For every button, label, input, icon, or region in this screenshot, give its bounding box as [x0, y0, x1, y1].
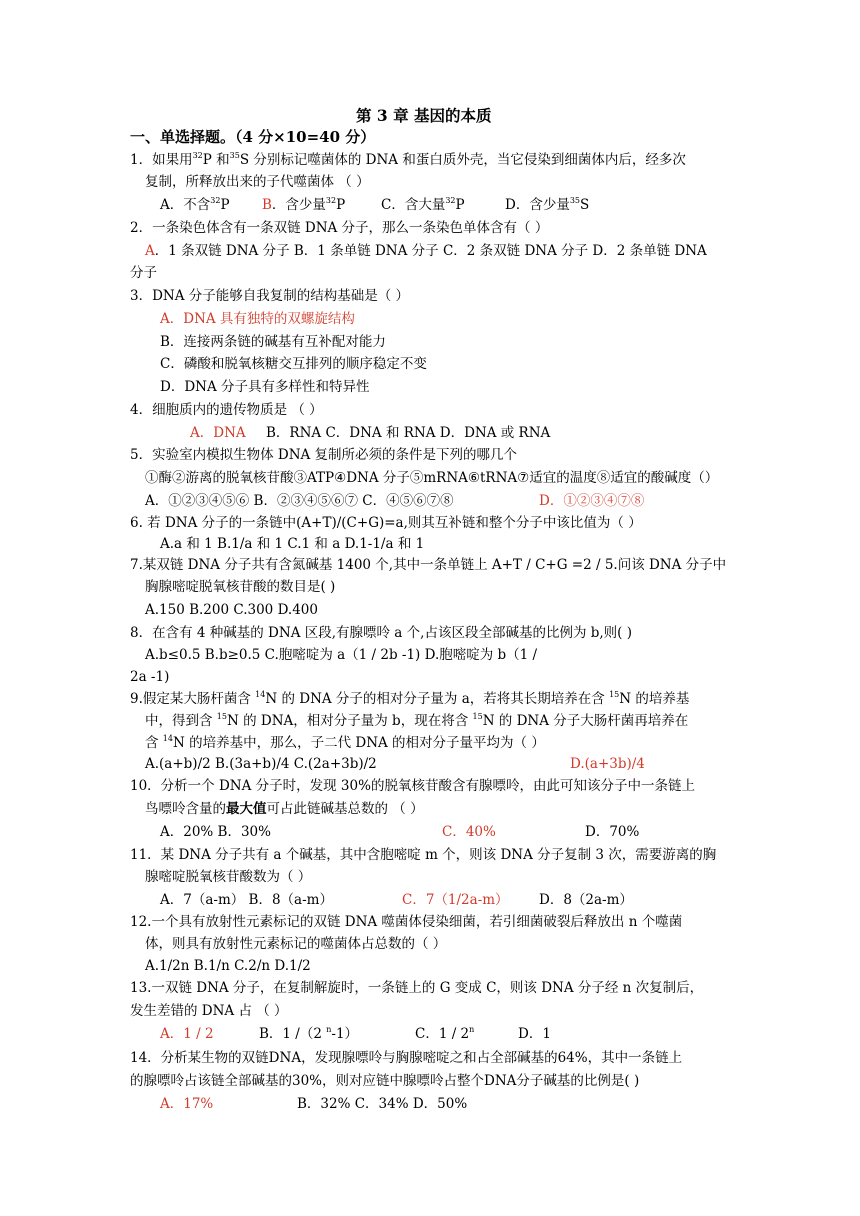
q11-options: A．7（a-m） B．8（a-m）: [160, 892, 333, 908]
question-6-line-1: 6. 若 DNA 分子的一条链中(A+T)/(C+G)=a,则其互补链和整个分子中该比值为（ ）: [130, 515, 642, 531]
q1-option-c-sup: 32: [445, 196, 456, 205]
q13-option-d: D．1: [518, 1026, 551, 1042]
question-10-line-1: 10．分析一个 DNA 分子时，发现 30%的脱氧核苷酸含有腺嘌呤，由此可知该分子中一条链上: [130, 778, 695, 794]
page-title: 第 3 章 基因的本质: [356, 106, 492, 125]
q10-option-c: C．40%: [442, 824, 496, 840]
q1-option-a: [160, 196, 230, 214]
q3-option-a: A．DNA 具有独特的双螺旋结构: [160, 311, 355, 327]
q6-options: A.a 和 1 B.1/a 和 1 C.1 和 a D.1-1/a 和 1: [160, 536, 425, 552]
question-9-line-2: [145, 712, 688, 730]
question-12-line-2: 体，则具有放射性元素标记的噬菌体占总数的（ ）: [145, 936, 447, 952]
q3-option-b: B．连接两条链的碱基有互补配对能力: [160, 334, 386, 350]
question-7-line-1: 7.某双链 DNA 分子共有含氮碱基 1400 个,其中一条单链上 A+T / C+G =2 / 5.问该 DNA 分子中: [130, 557, 727, 573]
q13-option-c: [415, 1025, 474, 1043]
q12-options: A.1/2n B.1/n C.2/n D.1/2: [145, 958, 311, 974]
question-1-line-2: 复制，所释放出来的子代噬菌体 （ ）: [145, 174, 370, 190]
q13-option-b-text: B．1 /（2: [259, 1026, 327, 1042]
q1-option-b-sup: 32: [325, 196, 337, 205]
q14-option-a: A．17%: [160, 1096, 214, 1112]
question-3-line-1: 3．DNA 分子能够自我复制的结构基础是（ ）: [130, 288, 410, 304]
q14-options-rest: B．32% C．34% D．50%: [297, 1096, 468, 1112]
q1-sup-1: 32: [192, 151, 203, 160]
q1-option-b: [262, 196, 345, 214]
q2-answer-letter: A: [145, 243, 155, 259]
q9-sup-4: 15: [472, 712, 483, 721]
q5-option-d: D．①②③④⑦⑧: [539, 493, 645, 509]
q9-text-b: N 的 DNA 分子的相对分子量为 a，若将其长期培养在含: [265, 691, 610, 707]
question-2-options: [145, 242, 707, 260]
q10-text-c: 可占此链碱基总数的 （ ）: [266, 801, 424, 817]
q1-text-b: P 和: [202, 152, 230, 168]
q1-option-d: [505, 196, 589, 214]
question-7-line-2: 胸腺嘧啶脱氧核苷酸的数目是( ): [145, 579, 336, 595]
q5-options: A．①②③④⑤⑥ B．②③④⑤⑥⑦ C．④⑤⑥⑦⑧: [145, 493, 454, 509]
question-9-line-1: [130, 690, 689, 708]
q1-option-b-text-2: P: [336, 197, 346, 213]
q11-option-d: D．8（2a-m）: [539, 892, 633, 908]
question-11-line-1: 11．某 DNA 分子共有 a 个碱基，其中含胞嘧啶 m 个，则该 DNA 分子复制 3 次，需要游离的胸: [130, 847, 717, 863]
q10-text-a: 鸟嘌呤含量的: [145, 801, 226, 817]
q4-options-rest: B．RNA C．DNA 和 RNA D．DNA 或 RNA: [266, 425, 551, 441]
q1-option-c-text: C．含大量: [381, 197, 446, 213]
q2-options-text: ．1 条双链 DNA 分子 B．1 条单链 DNA 分子 C．2 条双链 DNA 分子 D．2 条单链 DNA: [154, 243, 707, 259]
q9-text-a: 9.假定某大肠杆菌含: [130, 691, 256, 707]
q9-sup-3: 15: [216, 712, 227, 721]
q11-option-c: C．7（1/2a-m）: [402, 892, 509, 908]
q10-option-d: D．70%: [585, 824, 640, 840]
q13-option-b-text-2: -1）: [331, 1026, 359, 1042]
question-13-line-2: 发生差错的 DNA 占 （ ）: [130, 1003, 288, 1019]
question-2-line-3: 分子: [130, 265, 157, 281]
q9-option-d: D.(a+3b)/4: [570, 756, 645, 772]
q4-option-a: A．DNA: [190, 425, 246, 441]
q1-option-d-text-2: S: [580, 197, 590, 213]
q9-options: A.(a+b)/2 B.(3a+b)/4 C.(2a+3b)/2: [145, 756, 377, 772]
q9-text-e: N 的 DNA，相对分子量为 b，现在将含: [226, 713, 473, 729]
q3-option-c: C．磷酸和脱氧核糖交互排列的顺序稳定不变: [160, 356, 427, 372]
q1-option-a-sup: 32: [210, 196, 221, 205]
q9-text-h: N 的培养基中，那么，子二代 DNA 的相对分子量平均为（ ）: [172, 735, 545, 751]
q9-text-d: 中，得到含: [145, 713, 217, 729]
question-14-line-2: 的腺嘌呤占该链全部碱基的30%，则对应链中腺嘌呤占整个DNA分子碱基的比例是( ): [130, 1073, 640, 1089]
q13-option-c-text: C．1 / 2: [415, 1026, 470, 1042]
q9-sup-2: 15: [609, 690, 620, 699]
q1-text-a: 1．如果用: [130, 152, 193, 168]
question-1-line-1: [130, 151, 686, 169]
q7-options: A.150 B.200 C.300 D.400: [145, 602, 318, 618]
q13-option-b: [259, 1025, 358, 1043]
question-10-line-2: [145, 800, 424, 818]
q9-text-g: 含: [145, 735, 163, 751]
q13-option-a: A．1 / 2: [160, 1026, 214, 1042]
q1-option-a-text: A．不含: [160, 197, 211, 213]
q1-sup-2: 35: [229, 151, 240, 160]
question-13-line-1: 13.一双链 DNA 分子，在复制解旋时，一条链上的 G 变成 C，则该 DNA 分子经 n 次复制后，: [130, 980, 704, 996]
question-5-line-2: ①酶②游离的脱氧核苷酸③ATP④DNA 分子⑤mRNA⑥tRNA⑦适宜的温度⑧适宜的酸碱度（）: [145, 470, 719, 486]
q10-emphasis: 最大值: [226, 801, 267, 817]
question-11-line-2: 腺嘧啶脱氧核苷酸数为（ ）: [145, 869, 312, 885]
section-heading: 一、单选择题。（4 分×10=40 分）: [130, 128, 376, 146]
q13-option-b-sup: n: [326, 1025, 332, 1034]
question-5-line-1: 5．实验室内模拟生物体 DNA 复制所必须的条件是下列的哪几个: [130, 447, 518, 463]
q1-option-c-text-2: P: [455, 197, 465, 213]
question-12-line-1: 12.一个具有放射性元素标记的双链 DNA 噬菌体侵染细菌，若引细菌破裂后释放出 n 个噬菌: [130, 914, 683, 930]
q1-option-d-sup: 35: [569, 196, 581, 205]
question-9-line-3: [145, 734, 545, 752]
q1-option-a-text-2: P: [220, 197, 230, 213]
question-8-line-3: 2a -1): [130, 669, 170, 685]
q9-sup-5: 14: [162, 734, 173, 743]
q9-sup-1: 14: [255, 690, 266, 699]
q9-text-f: N 的 DNA 分子大肠杆菌再培养在: [482, 713, 689, 729]
q1-answer-letter: B: [262, 197, 272, 213]
question-2-line-1: 2．一条染色体含有一条双链 DNA 分子，那么一条染色单体含有（ ）: [130, 220, 549, 236]
q9-text-c: N 的培养基: [619, 691, 690, 707]
q1-option-c: [381, 196, 465, 214]
q1-option-b-text: ．含少量: [271, 197, 326, 213]
q13-option-c-sup: n: [469, 1025, 475, 1034]
question-14-line-1: 14．分析某生物的双链DNA，发现腺嘌呤与胸腺嘧啶之和占全部碱基的64%，其中一条链上: [130, 1050, 683, 1066]
q1-text-c: S 分别标记噬菌体的 DNA 和蛋白质外壳，当它侵染到细菌体内后，经多次: [239, 152, 686, 168]
q10-options: A．20% B．30%: [160, 824, 271, 840]
q1-option-d-text: D．含少量: [505, 197, 570, 213]
question-8-line-2: A.b≤0.5 B.b≥0.5 C.胞嘧啶为 a（1 / 2b -1) D.胞嘧啶为 b（1 /: [145, 647, 538, 663]
question-8-line-1: 8．在含有 4 种碱基的 DNA 区段,有腺嘌呤 a 个,占该区段全部碱基的比例为 b,则( ): [130, 625, 632, 641]
question-4-line-1: 4．细胞质内的遗传物质是 （ ）: [130, 402, 323, 418]
q3-option-d: D．DNA 分子具有多样性和特异性: [160, 379, 370, 395]
